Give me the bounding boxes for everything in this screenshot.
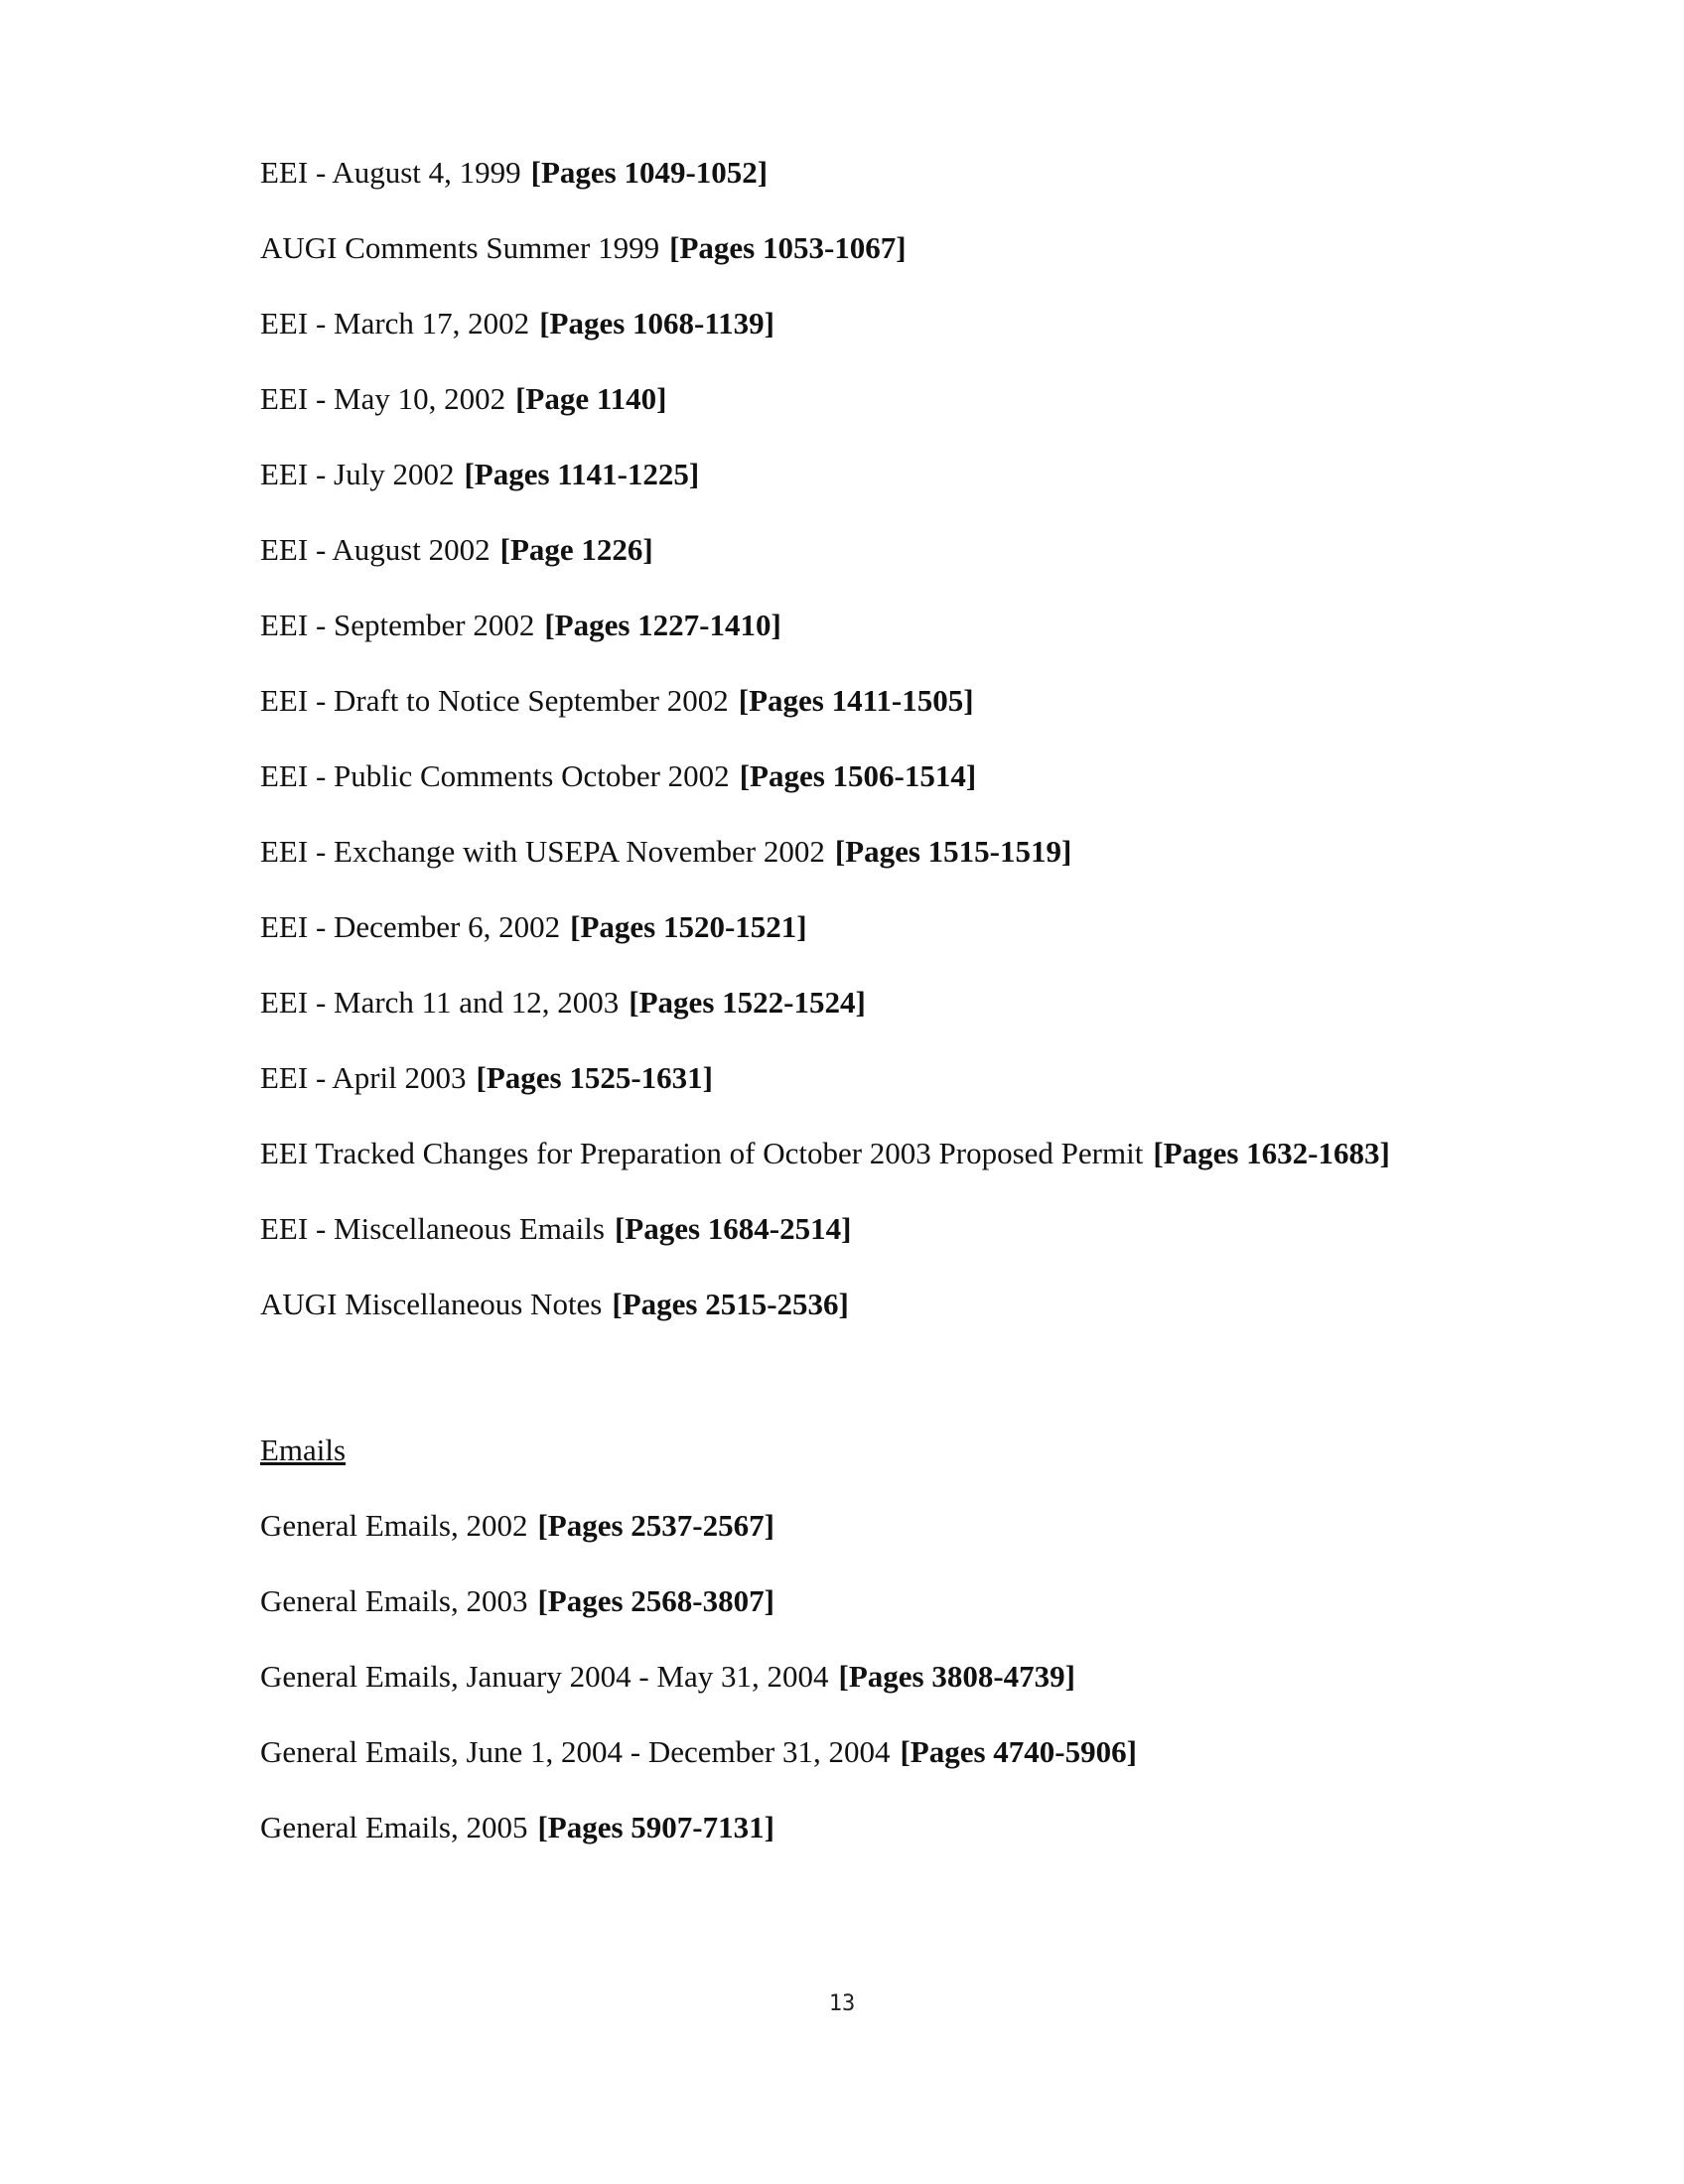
entry-text: EEI - May 10, 2002 [260,381,506,416]
entry-text: EEI - April 2003 [260,1060,467,1095]
list-item [260,757,1412,795]
page-reference: [Pages 1525-1631] [476,1060,713,1095]
entry-text: EEI Tracked Changes for Preparation of October 2003 Proposed Permit [260,1136,1144,1170]
list-item [260,229,1412,267]
record-list [260,154,1412,1361]
list-item [260,682,1412,720]
page-reference: [Pages 1141-1225] [464,457,700,491]
list-item [260,607,1412,644]
entry-text: General Emails, 2005 [260,1810,528,1844]
page-reference: [Pages 1632-1683] [1153,1136,1390,1170]
list-item [260,1658,1412,1696]
page-reference: [Pages 1515-1519] [834,834,1072,869]
emails-section [260,1432,1412,1884]
page-reference: [Pages 1684-2514] [614,1211,852,1246]
list-item [260,456,1412,493]
page-reference: [Pages 1068-1139] [539,306,774,341]
page-reference: [Pages 1522-1524] [629,985,866,1020]
section-heading: Emails [260,1433,347,1467]
list-item [260,1582,1412,1620]
list-item [260,1507,1412,1545]
entry-text: EEI - March 17, 2002 [260,306,530,341]
page-reference: [Pages 2515-2536] [612,1287,849,1321]
entry-text: General Emails, January 2004 - May 31, 2004 [260,1659,829,1694]
list-item [260,380,1412,418]
entry-text: EEI - Miscellaneous Emails [260,1211,605,1246]
page-reference: [Pages 1411-1505] [738,683,974,718]
entry-text: General Emails, 2003 [260,1583,528,1618]
page-reference: [Pages 1506-1514] [739,758,977,793]
list-item [260,833,1412,871]
list-item [260,908,1412,946]
list-item [260,1059,1412,1097]
entry-text: AUGI Miscellaneous Notes [260,1287,603,1321]
page-reference: [Pages 5907-7131] [537,1810,774,1844]
page-reference: [Pages 1520-1521] [570,909,807,944]
page-reference: [Page 1226] [499,532,653,567]
list-item [260,1286,1412,1323]
entry-text: EEI - Draft to Notice September 2002 [260,683,729,718]
entry-text: EEI - Public Comments October 2002 [260,758,730,793]
entry-text: General Emails, 2002 [260,1508,528,1543]
list-item [260,1809,1412,1846]
page-reference: [Pages 1227-1410] [544,608,781,642]
entry-text: EEI - September 2002 [260,608,535,642]
entry-text: EEI - December 6, 2002 [260,909,561,944]
entry-text: EEI - July 2002 [260,457,455,491]
page-reference: [Pages 2537-2567] [537,1508,774,1543]
entry-text: EEI - March 11 and 12, 2003 [260,985,620,1020]
page-number: 13 [828,1991,856,2016]
list-item [260,984,1412,1022]
entry-text: AUGI Comments Summer 1999 [260,230,660,265]
entry-text: General Emails, June 1, 2004 - December 31, 2004 [260,1734,891,1769]
list-item [260,154,1412,192]
list-item [260,305,1412,342]
page-reference: [Pages 1049-1052] [530,155,769,190]
list-item [260,1135,1412,1172]
page-reference: [Page 1140] [515,381,667,416]
list-item [260,531,1412,569]
entry-text: EEI - Exchange with USEPA November 2002 [260,834,825,869]
entry-text: EEI - August 2002 [260,532,491,567]
page-reference: [Pages 4740-5906] [900,1734,1137,1769]
list-item [260,1733,1412,1771]
page-reference: [Pages 2568-3807] [537,1583,774,1618]
page-reference: [Pages 3808-4739] [838,1659,1075,1694]
page-reference: [Pages 1053-1067] [669,230,907,265]
entry-text: EEI - August 4, 1999 [260,155,521,190]
list-item [260,1210,1412,1248]
